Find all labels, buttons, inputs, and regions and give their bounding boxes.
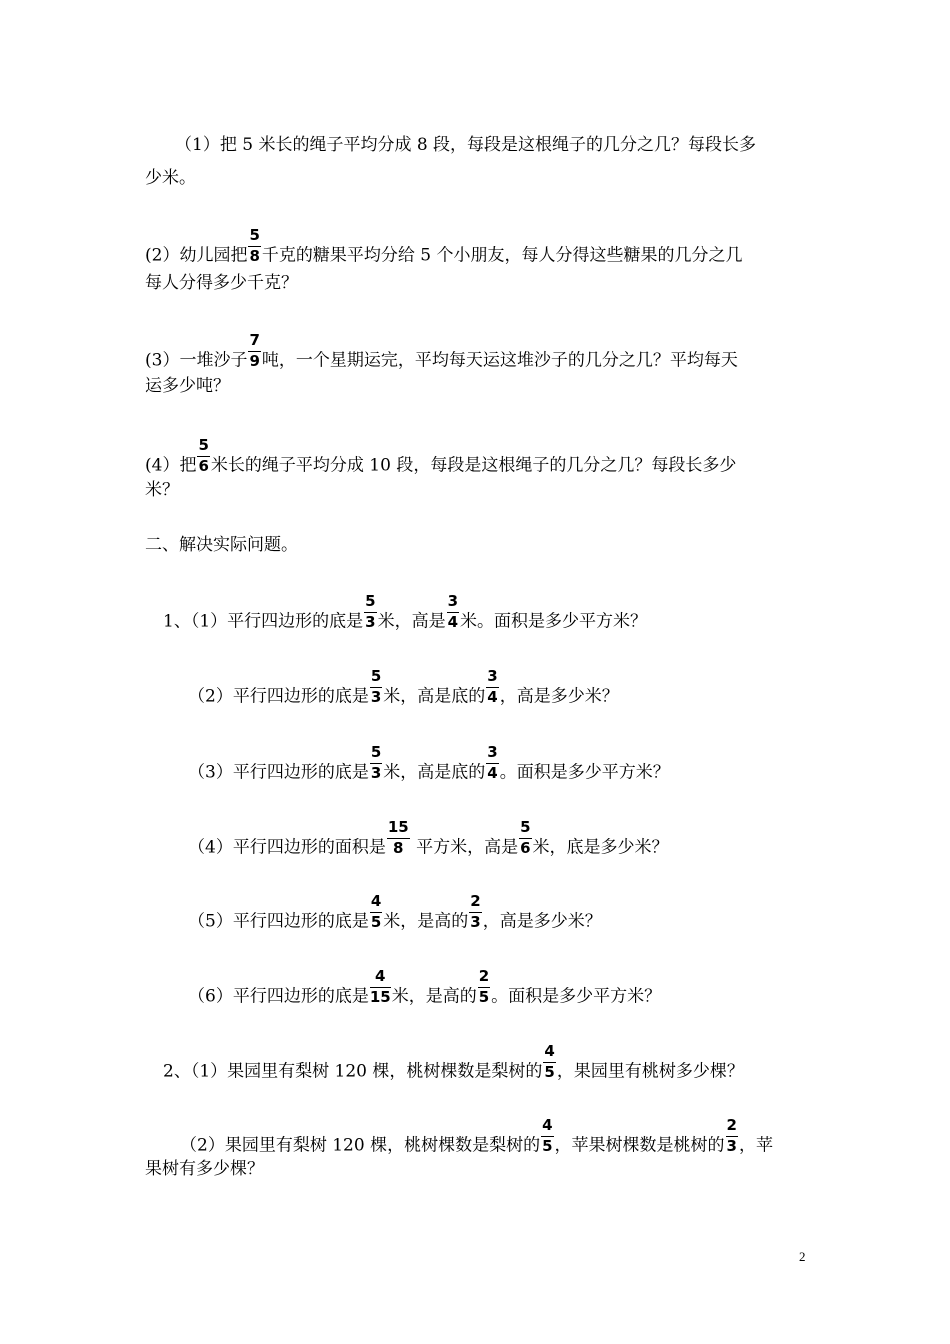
text-pre: （5）平行四边形的底是 — [188, 911, 369, 932]
question-1-part-6 — [188, 967, 662, 1015]
question-1-part-5 — [188, 892, 602, 940]
question-1-part-4 — [188, 818, 669, 866]
question-2-part-2 — [180, 1116, 773, 1164]
text-mid: 米，高是 — [377, 611, 446, 632]
fraction-denominator: 3 — [365, 613, 376, 631]
problem-3-line-2: 运多少吨？ — [145, 376, 230, 396]
fraction-numerator: 4 — [370, 969, 391, 988]
fraction-denominator: 6 — [520, 839, 531, 857]
question-1-part-3 — [188, 743, 670, 791]
fraction-numerator: 7 — [248, 333, 260, 352]
fraction-denominator: 8 — [393, 839, 404, 857]
fraction — [248, 333, 260, 369]
question-2-part-2-line-2: 果树有多少棵？ — [145, 1159, 264, 1179]
fraction-denominator: 4 — [487, 764, 498, 782]
text-post: 。面积是多少平方米？ — [491, 986, 662, 1007]
text-post: 。面积是多少平方米？ — [499, 762, 670, 783]
text-pre: （6）平行四边形的底是 — [188, 986, 369, 1007]
question-1-part-1 — [163, 592, 648, 640]
text-mid: 米，是高的 — [383, 911, 469, 932]
fraction — [370, 745, 382, 781]
text-mid: 米，高是底的 — [383, 762, 486, 783]
fraction-numerator: 5 — [248, 228, 260, 247]
fraction — [370, 894, 382, 930]
fraction — [541, 1118, 553, 1154]
fraction — [543, 1044, 555, 1080]
text-post: ，高是多少米？ — [482, 911, 602, 932]
fraction-numerator: 3 — [486, 745, 498, 764]
fraction — [478, 969, 490, 1005]
fraction — [486, 669, 498, 705]
page-number: 2 — [799, 1249, 806, 1264]
fraction — [248, 228, 260, 264]
problem-4-text-pre: (4）把 — [145, 455, 197, 476]
text-pre: （3）平行四边形的底是 — [188, 762, 369, 783]
fraction-denominator: 5 — [478, 988, 490, 1006]
fraction-numerator: 2 — [478, 969, 490, 988]
text-pre: 1、（1）平行四边形的底是 — [163, 611, 364, 632]
problem-2-text-post: 千克的糖果平均分给 5 个小朋友，每人分得这些糖果的几分之几 — [261, 245, 743, 266]
fraction-denominator: 8 — [249, 247, 260, 265]
problem-2-line-2: 每人分得多少千克？ — [145, 273, 298, 293]
fraction — [726, 1118, 738, 1154]
fraction — [447, 594, 459, 630]
fraction — [364, 594, 376, 630]
problem-4-line-1 — [145, 436, 737, 484]
fraction-denominator: 5 — [544, 1063, 555, 1081]
fraction-numerator: 5 — [370, 669, 382, 688]
problem-2-text-pre: (2）幼儿园把 — [145, 245, 248, 266]
problem-1-line-1: （1）把 5 米长的绳子平均分成 8 段，每段是这根绳子的几分之几？每段长多 — [175, 135, 757, 155]
fraction-denominator: 3 — [726, 1137, 737, 1155]
problem-3-text-pre: (3）一堆沙子 — [145, 350, 248, 371]
fraction — [370, 669, 382, 705]
fraction — [197, 438, 209, 474]
fraction-denominator: 3 — [370, 688, 382, 706]
text-pre: 2、（1）果园里有梨树 120 棵，桃树棵数是梨树的 — [163, 1061, 543, 1082]
text-post: ，苹 — [738, 1135, 773, 1156]
fraction-numerator: 5 — [370, 745, 382, 764]
fraction-denominator: 4 — [487, 688, 498, 706]
fraction — [469, 894, 481, 930]
fraction-numerator: 5 — [364, 594, 376, 613]
problem-1-line-2: 少米。 — [145, 168, 196, 188]
fraction — [486, 745, 498, 781]
fraction-denominator: 5 — [542, 1137, 553, 1155]
fraction-numerator: 2 — [726, 1118, 738, 1137]
fraction-denominator: 5 — [370, 913, 382, 931]
problem-4-text-post: 米长的绳子平均分成 10 段，每段是这根绳子的几分之几？每段长多少 — [210, 455, 737, 476]
text-mid: ，苹果树棵数是桃树的 — [554, 1135, 725, 1156]
text-mid: 米，高是底的 — [383, 686, 486, 707]
problem-3-line-1 — [145, 331, 738, 379]
problem-2-line-1 — [145, 226, 743, 274]
fraction-numerator: 15 — [387, 820, 410, 839]
fraction-numerator: 4 — [541, 1118, 553, 1137]
fraction-numerator: 3 — [447, 594, 459, 613]
fraction-numerator: 2 — [469, 894, 481, 913]
text-post: 米。面积是多少平方米？ — [460, 611, 648, 632]
text-pre: （4）平行四边形的面积是 — [188, 837, 386, 858]
fraction-numerator: 5 — [519, 820, 531, 839]
fraction-denominator: 4 — [447, 613, 459, 631]
fraction-denominator: 9 — [249, 352, 260, 370]
fraction-numerator: 3 — [486, 669, 498, 688]
problem-4-line-2: 米？ — [145, 480, 179, 500]
text-post: ，高是多少米？ — [499, 686, 619, 707]
fraction — [370, 969, 391, 1005]
fraction-denominator: 15 — [369, 988, 391, 1006]
text-mid: 平方米，高是 — [410, 837, 519, 858]
fraction-numerator: 4 — [543, 1044, 555, 1063]
text-mid: 米，是高的 — [391, 986, 477, 1007]
question-2-part-1 — [163, 1042, 744, 1090]
problem-3-text-post: 吨，一个星期运完，平均每天运这堆沙子的几分之几？平均每天 — [261, 350, 738, 371]
question-1-part-2 — [188, 667, 619, 715]
fraction-denominator: 3 — [370, 764, 382, 782]
fraction-numerator: 5 — [197, 438, 209, 457]
fraction-denominator: 3 — [470, 913, 481, 931]
text-post: 米，底是多少米？ — [532, 837, 669, 858]
fraction — [387, 820, 410, 856]
fraction-numerator: 4 — [370, 894, 382, 913]
text-post: ，果园里有桃树多少棵？ — [556, 1061, 744, 1082]
fraction-denominator: 6 — [198, 457, 209, 475]
text-pre: （2）平行四边形的底是 — [188, 686, 369, 707]
text-pre: （2）果园里有梨树 120 棵，桃树棵数是梨树的 — [180, 1135, 541, 1156]
fraction — [519, 820, 531, 856]
section-2-title: 二、解决实际问题。 — [145, 535, 298, 555]
